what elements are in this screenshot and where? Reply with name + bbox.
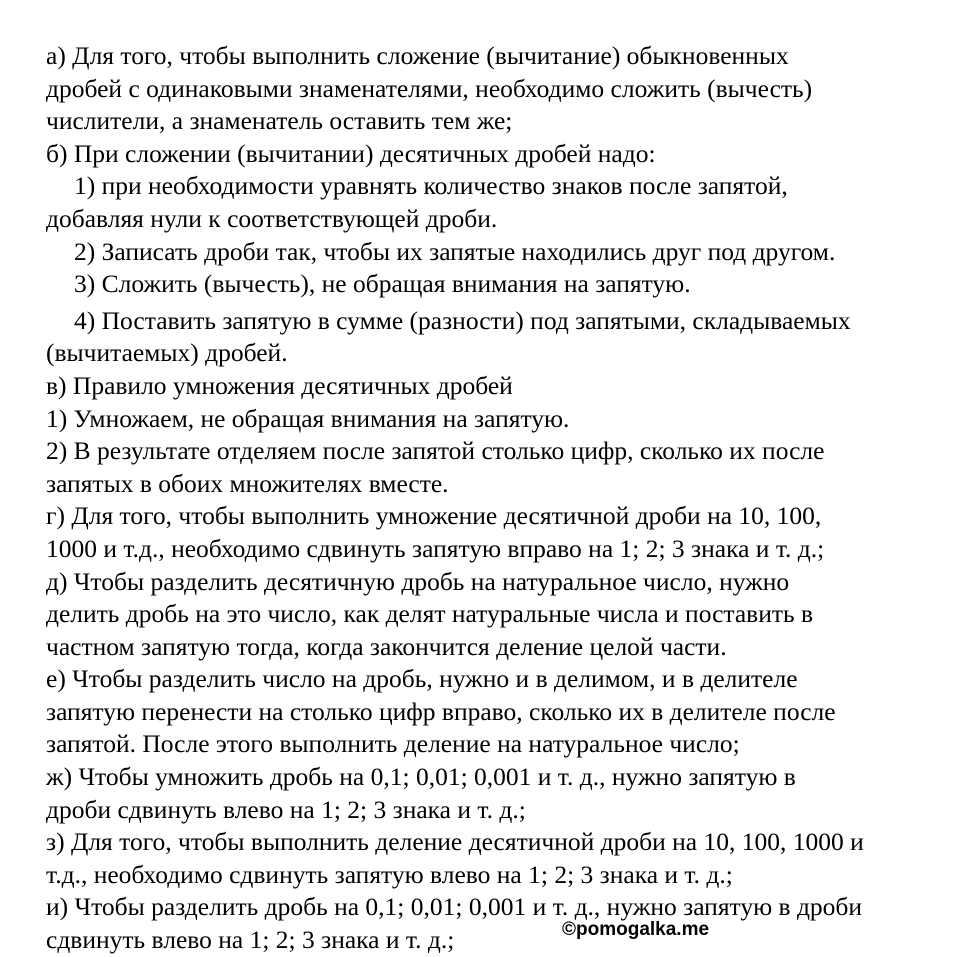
text-line: дроби сдвинуть влево на 1; 2; 3 знака и т. д.; [46,794,526,824]
text-line: 2) В результате отделяем после запятой столько цифр, сколько их после [46,436,825,466]
text-line: запятых в обоих множителях вместе. [46,468,449,498]
text-line: запятую перенести на столько цифр вправо, сколько их в делителе после [46,696,836,726]
text-line: б) При сложении (вычитании) десятичных дробей надо: [46,138,656,168]
text-line: з) Для того, чтобы выполнить деление десятичной дроби на 10, 100, 1000 и [46,827,864,857]
text-line: в) Правило умножения десятичных дробей [46,370,513,400]
document-body [46,40,951,957]
text-line: ж) Чтобы умножить дробь на 0,1; 0,01; 0,001 и т. д., нужно запятую в [46,762,796,792]
text-line: г) Для того, чтобы выполнить умножение десятичной дроби на 10, 100, [46,501,822,531]
text-line: а) Для того, чтобы выполнить сложение (вычитание) обыкновенных [46,41,789,70]
text-line: 1000 и т.д., необходимо сдвинуть запятую вправо на 1; 2; 3 знака и т. д.; [46,533,825,563]
text-line: т.д., необходимо сдвинуть запятую влево на 1; 2; 3 знака и т. д.; [46,859,733,889]
text-line: дробей с одинаковыми знаменателями, необходимо сложить (вычесть) [46,73,813,103]
text-line: е) Чтобы разделить число на дробь, нужно и в делимом, и в делителе [46,664,798,694]
text-line: 2) Записать дроби так, чтобы их запятые находились друг под другом. [74,236,836,266]
text-line: 4) Поставить запятую в сумме (разности) под запятыми, складываемых [74,305,851,335]
text-line: и) Чтобы разделить дробь на 0,1; 0,01; 0,001 и т. д., нужно запятую в дроби [46,892,863,922]
text-line: сдвинуть влево на 1; 2; 3 знака и т. д.; [46,925,455,955]
text-line: добавляя нули к соответствующей дроби. [46,203,498,233]
text-line: числители, а знаменатель оставить тем же; [46,106,513,136]
text-line: 1) при необходимости уравнять количество знаков после запятой, [74,171,788,201]
text-line: 1) Умножаем, не обращая внимания на запятую. [46,403,570,433]
text-line: запятой. После этого выполнить деление на натуральное число; [46,729,740,759]
text-line: (вычитаемых) дробей. [46,338,288,368]
text-line: д) Чтобы разделить десятичную дробь на натуральное число, нужно [46,566,790,596]
text-line: делить дробь на это число, как делят натуральные числа и поставить в [46,599,814,629]
watermark: ©pomogalka.me [562,919,710,940]
text-line: частном запятую тогда, когда закончится деление целой части. [46,631,727,661]
text-line: 3) Сложить (вычесть), не обращая внимания на запятую. [74,269,691,299]
